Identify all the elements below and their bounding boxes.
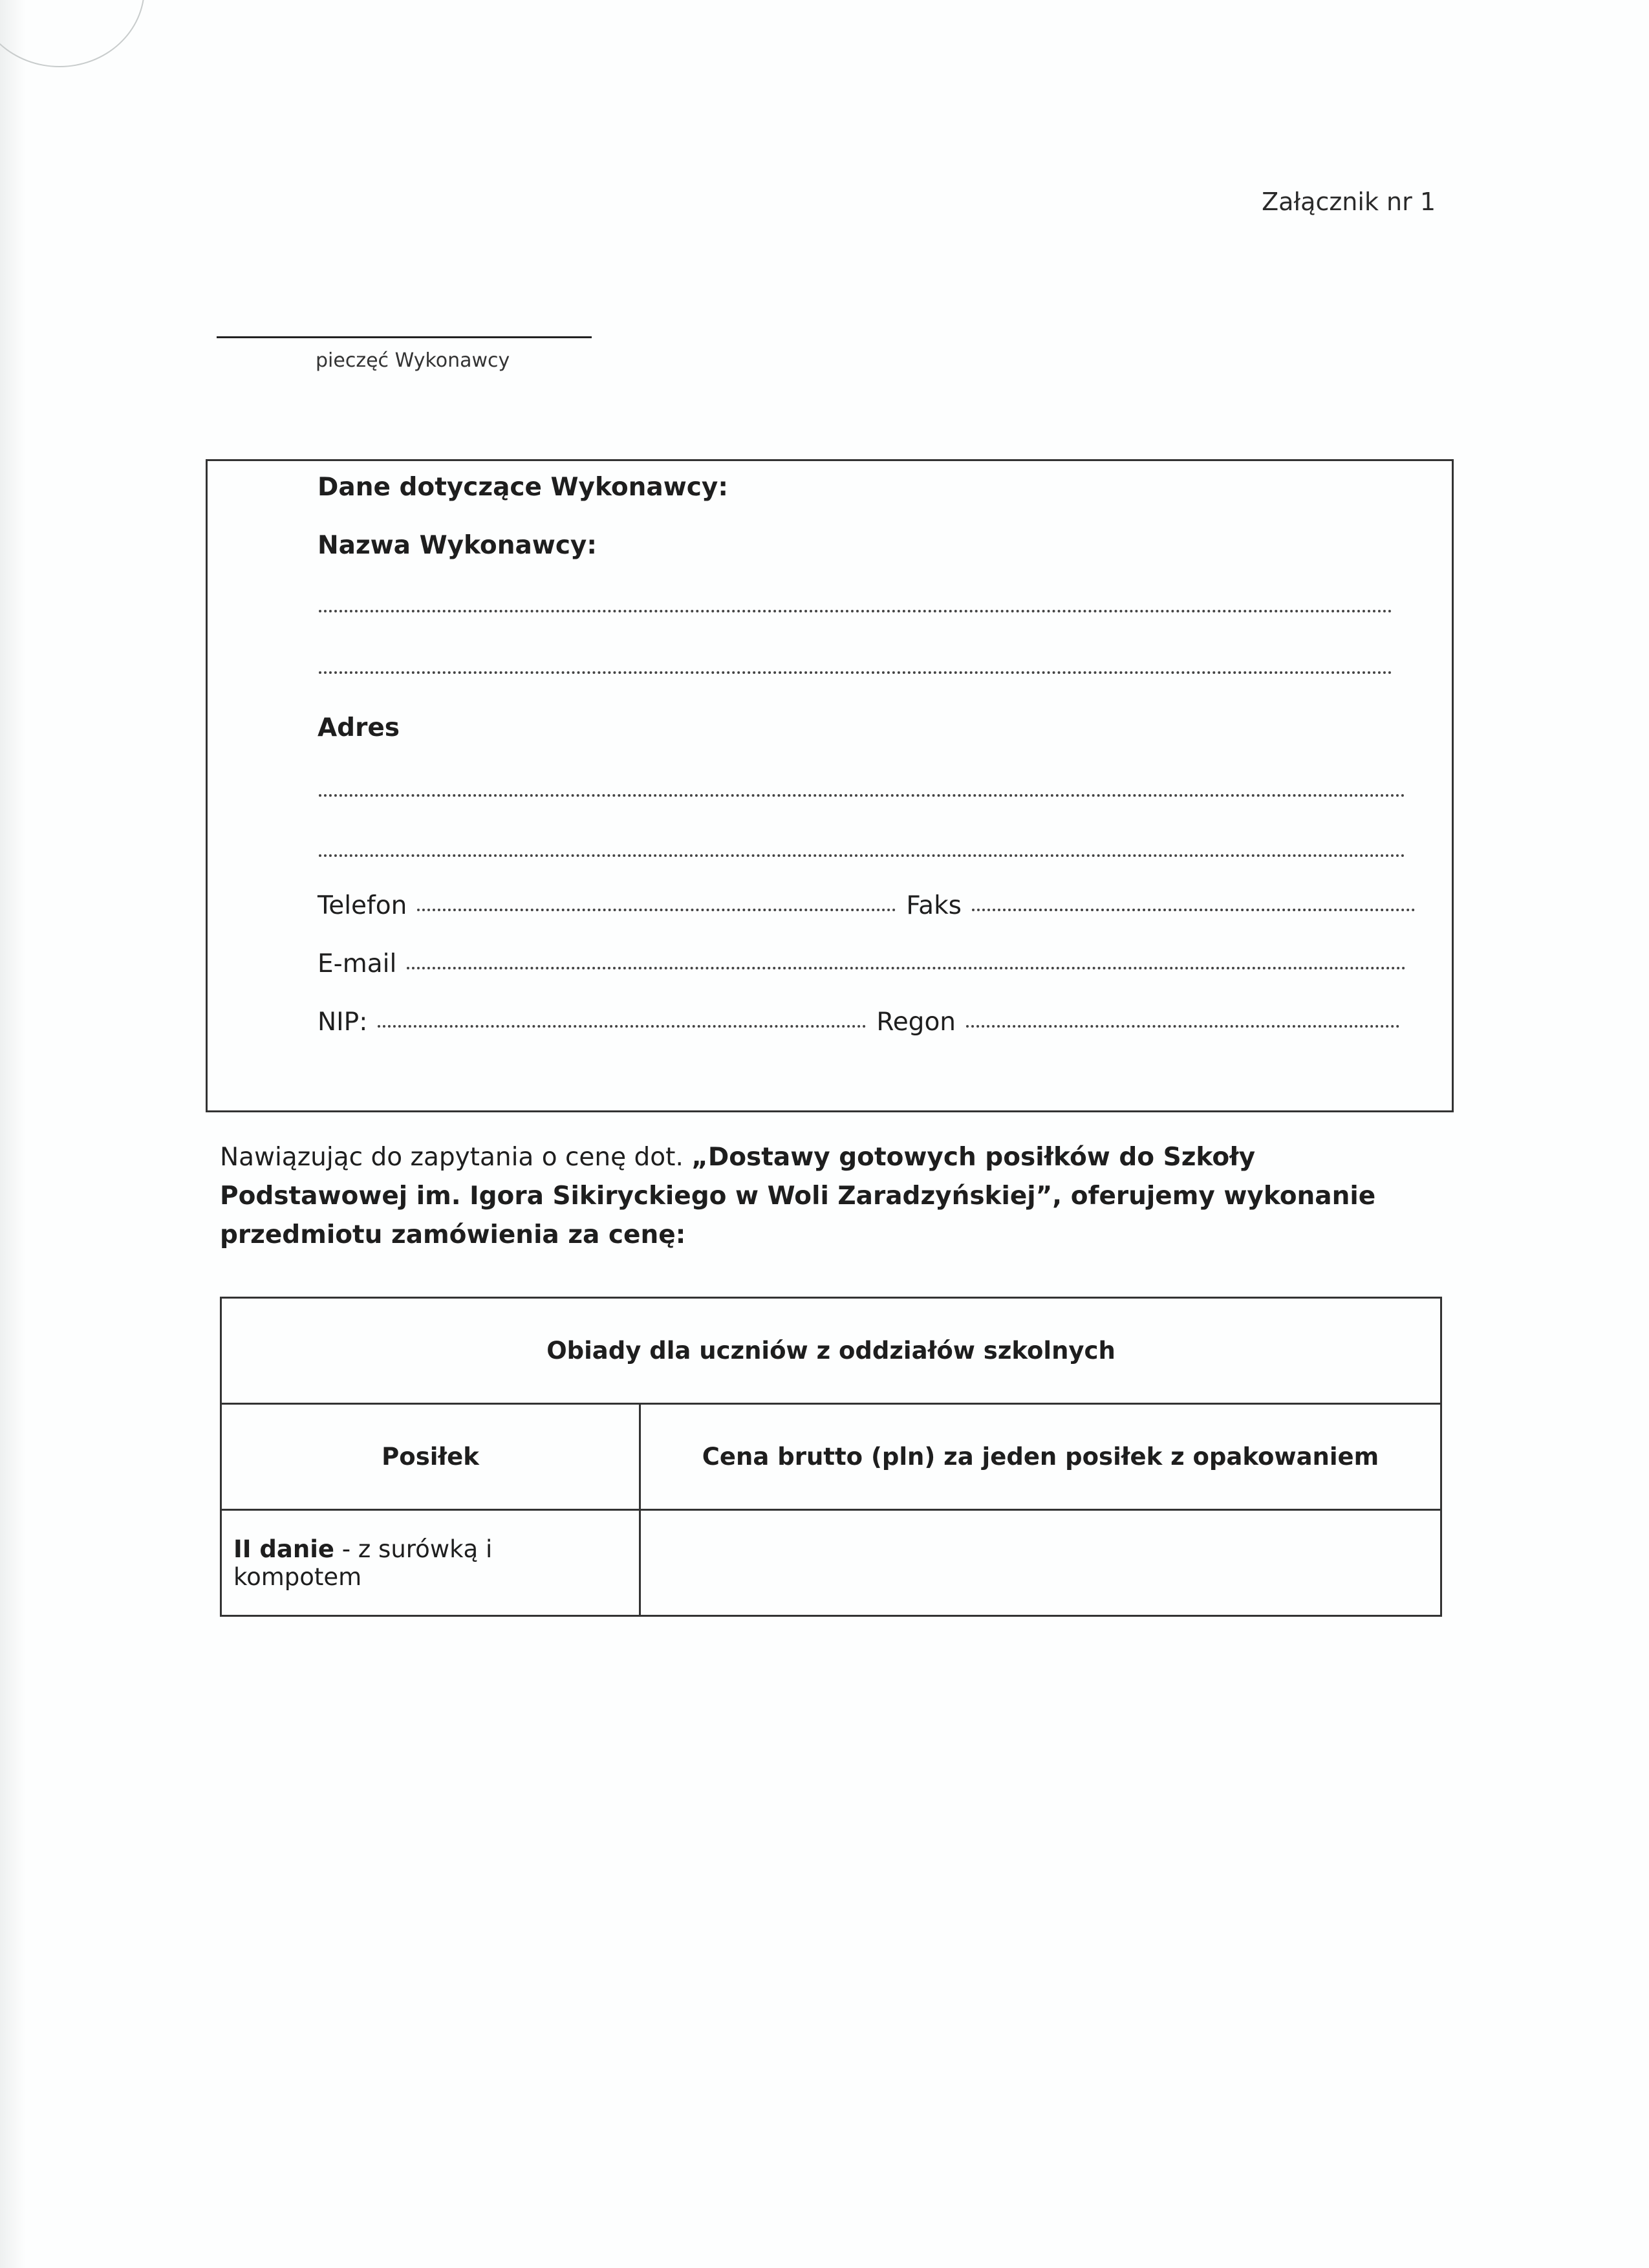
contractor-name-label: Nazwa Wykonawcy: [318, 531, 597, 560]
nip-label: NIP: [318, 1008, 368, 1037]
phone-label: Telefon [318, 891, 407, 920]
email-field[interactable] [407, 967, 1406, 969]
annex-number: Załącznik nr 1 [1262, 188, 1436, 216]
contractor-name-line-1[interactable] [319, 610, 1392, 612]
contractor-heading: Dane dotyczące Wykonawcy: [318, 473, 728, 502]
corner-arc-mark [0, 0, 145, 67]
meal-description: - z surówką i kompotem [233, 1535, 493, 1591]
column-header-meal: Posiłek [221, 1404, 640, 1510]
fax-field[interactable] [972, 909, 1415, 911]
email-label: E-mail [318, 949, 397, 978]
phone-field[interactable] [417, 909, 896, 911]
meal-cell [221, 1510, 640, 1616]
regon-label: Regon [876, 1008, 956, 1037]
offer-intro-paragraph [220, 1138, 1449, 1255]
intro-lead-text: Nawiązując do zapytania o cenę dot. [220, 1143, 692, 1172]
table-header-row [221, 1404, 1441, 1510]
table-row [221, 1510, 1441, 1616]
price-input-cell[interactable] [640, 1510, 1441, 1616]
address-line-1[interactable] [319, 794, 1405, 797]
email-row [318, 949, 1406, 978]
scan-edge-shadow [0, 0, 26, 2268]
fax-label: Faks [906, 891, 962, 920]
stamp-signature-line [217, 336, 592, 338]
stamp-label: pieczęć Wykonawcy [316, 349, 510, 372]
regon-field[interactable] [966, 1025, 1399, 1028]
table-title: Obiady dla uczniów z oddziałów szkolnych [221, 1298, 1441, 1404]
intro-subject-text: „Dostawy gotowych posiłków do Szkoły Podstawowej im. Igora Sikiryckiego w Woli Zaradzyńskiej”, oferujemy wykonanie przedmiotu zamówienia za cenę: [220, 1143, 1376, 1249]
nip-field[interactable] [378, 1025, 866, 1028]
price-table [220, 1297, 1442, 1617]
nip-regon-row [318, 1008, 1399, 1037]
address-label: Adres [318, 713, 400, 742]
column-header-price: Cena brutto (pln) za jeden posiłek z opakowaniem [640, 1404, 1441, 1510]
meal-name: II danie [233, 1535, 334, 1563]
table-title-row [221, 1298, 1441, 1404]
contractor-name-line-2[interactable] [319, 671, 1392, 674]
phone-fax-row [318, 891, 1415, 920]
address-line-2[interactable] [319, 854, 1405, 857]
contractor-data-box [206, 459, 1454, 1112]
